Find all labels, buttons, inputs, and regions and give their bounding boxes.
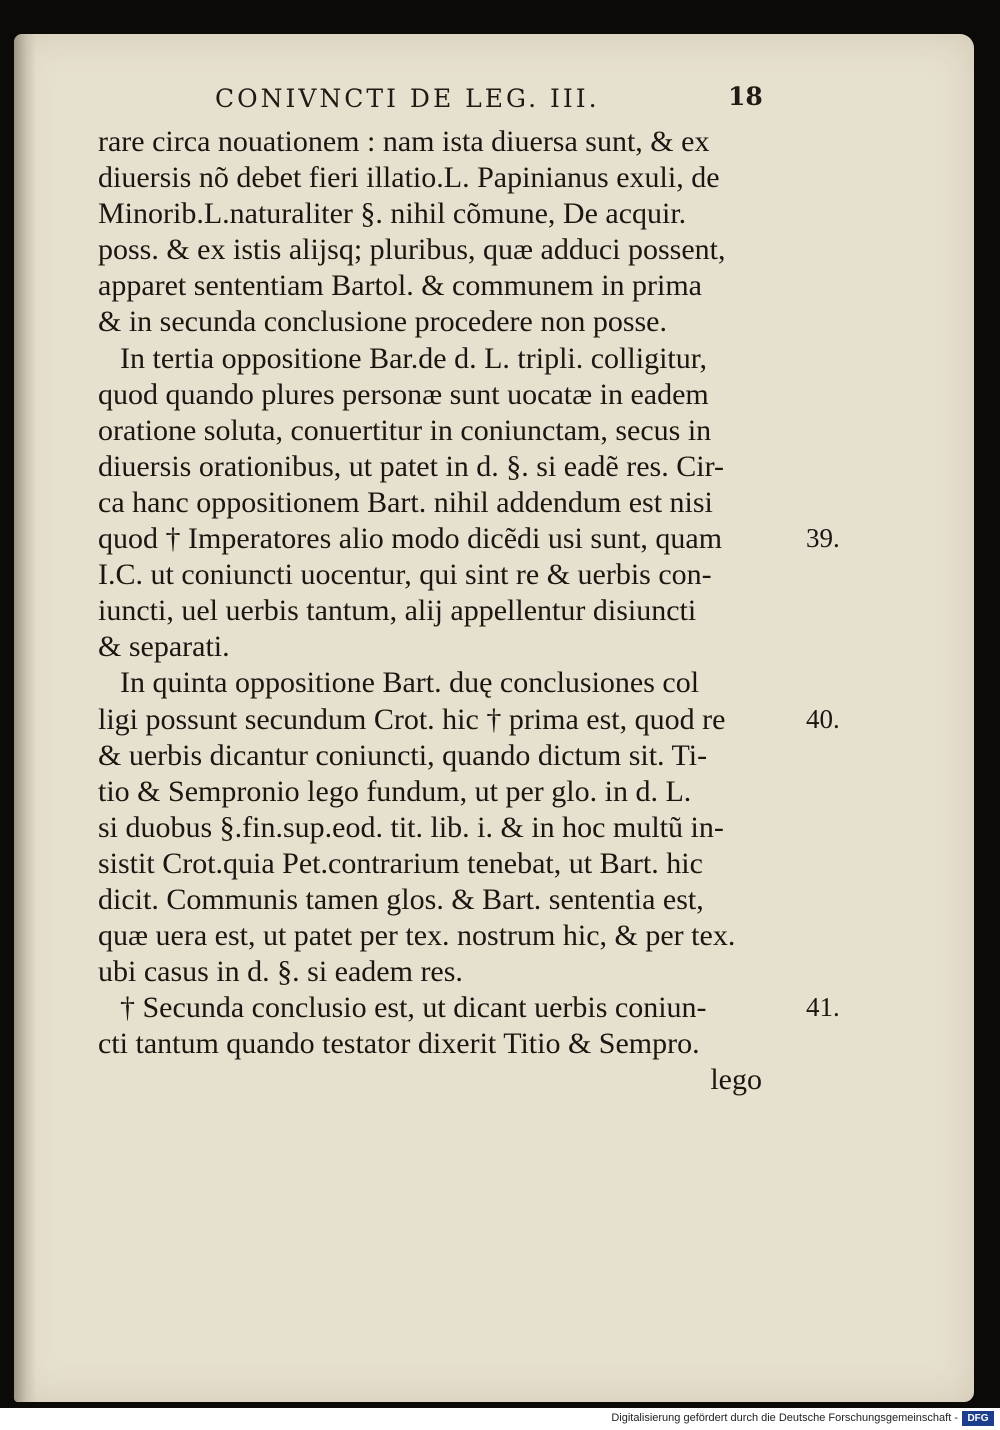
dfg-logo-icon: DFG bbox=[962, 1411, 994, 1426]
text-line: oratione soluta, conuertitur in coniunctam, secus in bbox=[98, 413, 712, 447]
text-line: sistit Crot.quia Pet.contrarium tenebat, ut Bart. hic bbox=[98, 846, 703, 880]
text-line: quod † Imperatores alio modo dicẽdi usi sunt, quam bbox=[98, 522, 723, 556]
text-line: diuersis nõ debet fieri illatio.L. Papinianus exuli, de bbox=[98, 161, 720, 195]
text-line: rare circa nouationem : nam ista diuersa sunt, & ex bbox=[98, 125, 710, 158]
text-line: In tertia oppositione Bar.de d. L. tripli. colligitur, bbox=[120, 341, 708, 375]
gutter-shadow bbox=[14, 34, 36, 1402]
text-line: & in secunda conclusione procedere non posse. bbox=[98, 305, 667, 339]
text-line: & separati. bbox=[98, 630, 230, 664]
text-line: iuncti, uel uerbis tantum, alij appellentur disiuncti bbox=[98, 594, 697, 628]
margin-note: 40. bbox=[806, 703, 840, 734]
text-line: I.C. ut coniuncti uocentur, qui sint re & uerbis con- bbox=[98, 558, 712, 592]
text-line: Minorib.L.naturaliter §. nihil cõmune, De acquir. bbox=[98, 197, 687, 231]
text-line: ubi casus in d. §. si eadem res. bbox=[98, 955, 463, 989]
folio-number: 18 bbox=[728, 82, 763, 111]
footer-credit: Digitalisierung gefördert durch die Deutsche Forschungsgemeinschaft - bbox=[611, 1412, 958, 1424]
text-line: apparet sententiam Bartol. & communem in prima bbox=[98, 269, 702, 303]
text-line: tio & Sempronio lego fundum, ut per glo. in d. L. bbox=[98, 774, 692, 808]
running-head: CONIVNCTI DE LEG. III. bbox=[215, 84, 600, 113]
text-line: lego bbox=[710, 1063, 762, 1097]
text-line: In quinta oppositione Bart. duę conclusiones col bbox=[120, 666, 700, 700]
text-line: ligi possunt secundum Crot. hic † prima est, quod re bbox=[98, 702, 726, 736]
text-line: quod quando plures personæ sunt uocatæ in eadem bbox=[98, 377, 709, 411]
text-line: dicit. Communis tamen glos. & Bart. sententia est, bbox=[98, 882, 704, 916]
margin-note: 41. bbox=[806, 992, 840, 1023]
text-line: † Secunda conclusio est, ut dicant uerbis coniun- bbox=[120, 991, 707, 1025]
text-line: & uerbis dicantur coniuncti, quando dictum sit. Ti- bbox=[98, 738, 708, 772]
text-line: ca hanc oppositionem Bart. nihil addendum est nisi bbox=[98, 485, 713, 519]
text-line: si duobus §.fin.sup.eod. tit. lib. i. & in hoc multũ in- bbox=[98, 810, 724, 844]
text-line: diuersis orationibus, ut patet in d. §. si eadẽ res. Cir- bbox=[98, 449, 724, 483]
text-block bbox=[98, 124, 788, 1099]
text-line: poss. & ex istis alijsq; pluribus, quæ adduci possent, bbox=[98, 233, 726, 267]
footer-bar bbox=[0, 1408, 1000, 1430]
text-line: quæ uera est, ut patet per tex. nostrum hic, & per tex. bbox=[98, 919, 736, 953]
text-line: cti tantum quando testator dixerit Titio & Sempro. bbox=[98, 1027, 700, 1061]
margin-note: 39. bbox=[806, 523, 840, 554]
